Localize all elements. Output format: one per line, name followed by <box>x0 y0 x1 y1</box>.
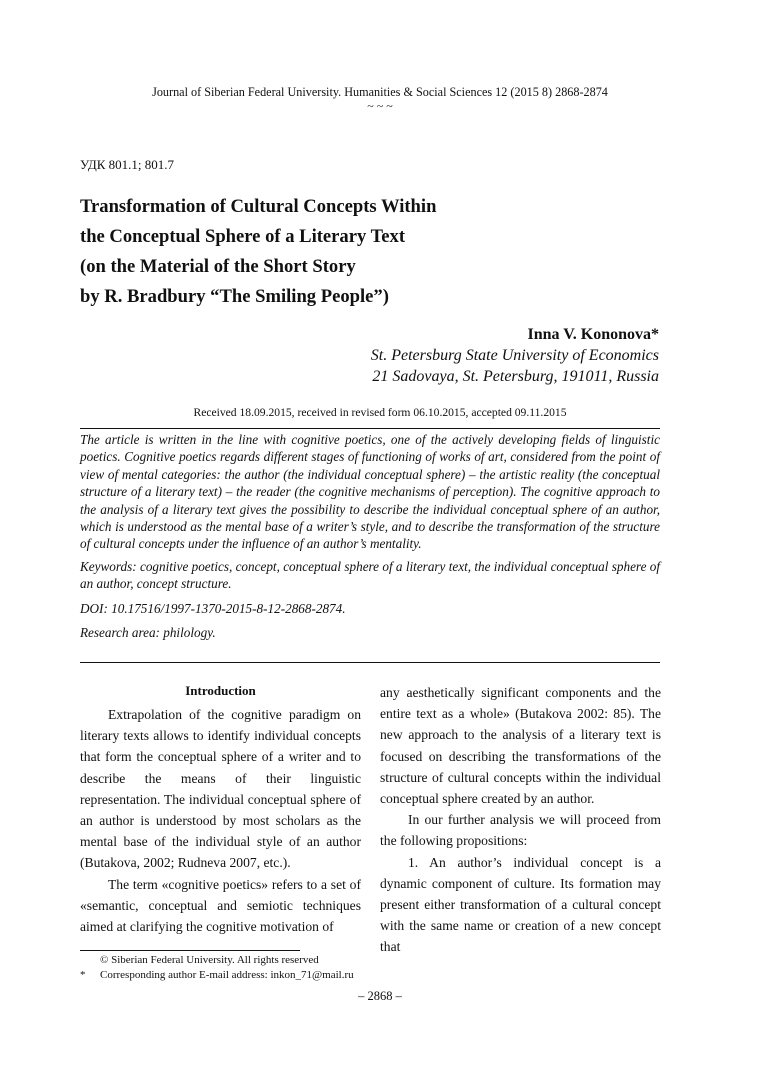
abstract-top-divider <box>80 428 660 429</box>
article-title <box>80 192 680 312</box>
research-area: Research area: philology. <box>80 625 216 641</box>
journal-header: Journal of Siberian Federal University. Humanities & Social Sciences 12 (2015 8) 2868-2874 <box>152 85 608 99</box>
body-paragraph-continued: any aesthetically significant components and the entire text as a whole» (Butakova 2002: 85). The new approach to the analysis of a literary text is focused on describing the transformations of the structure of cultural concepts within the individual conceptual sphere created by an author. <box>380 685 661 807</box>
right-column <box>380 682 661 958</box>
title-line: the Conceptual Sphere of a Literary Text <box>80 226 406 247</box>
footnotes <box>80 953 354 982</box>
abstract-block <box>80 431 660 641</box>
title-line: Transformation of Cultural Concepts Within <box>80 196 437 217</box>
author-name: Inna V. Kononova* <box>527 326 659 343</box>
title-line: by R. Bradbury “The Smiling People”) <box>80 286 389 307</box>
page-number: – 2868 – <box>358 989 402 1003</box>
author-block <box>371 324 659 387</box>
body-paragraph: The term «cognitive poetics» refers to a set of «semantic, conceptual and semiotic techniques aimed at clarifying the cognitive motivation of <box>80 876 361 935</box>
title-line: (on the Material of the Short Story <box>80 256 356 277</box>
footnote-divider <box>80 950 300 951</box>
author-address: 21 Sadovaya, St. Petersburg, 191011, Russia <box>372 368 659 385</box>
header-ornament: ~ ~ ~ <box>367 99 393 113</box>
footnote-corresponding-author <box>80 968 354 983</box>
udk-code: УДК 801.1; 801.7 <box>80 157 175 172</box>
doi-link[interactable]: DOI: 10.17516/1997-1370-2015-8-12-2868-2874. <box>80 600 346 616</box>
left-column <box>80 682 361 937</box>
abstract-text: The article is written in the line with cognitive poetics, one of the actively developing fields of linguistic poetics. Cognitive poetics regards different stages of functioning of works of art, considered from the point of view of mental categories: the author (the individual conceptual sphere) – the artistic reality (the conceptual structure of a literary text) – the reader (the cognitive mechanisms of perception). The cognitive approach to the analysis of a literary text gives the possibility to describe the individual conceptual sphere of an author, which is understood as the mental base of a writer’s style, and to describe the transformation of the structure of cultural concepts under the influence of an author’s mentality. <box>80 432 660 552</box>
section-heading-introduction: Introduction <box>185 683 256 698</box>
footnote-mark <box>80 953 100 968</box>
body-paragraph: In our further analysis we will proceed from the following propositions: <box>380 812 661 849</box>
footnote-text: © Siberian Federal University. All rights reserved <box>100 954 319 966</box>
body-paragraph: 1. An author’s individual concept is a dynamic component of culture. Its formation may present either transformation of a cultural concept with the same name or creation of a new concept that <box>380 854 661 955</box>
footnote-mark: * <box>80 968 86 981</box>
received-dates: Received 18.09.2015, received in revised form 06.10.2015, accepted 09.11.2015 <box>193 406 567 419</box>
footnote-copyright <box>80 953 354 968</box>
keywords: Keywords: cognitive poetics, concept, conceptual sphere of a literary text, the individual conceptual sphere of an author, concept structure. <box>80 558 660 592</box>
abstract-bottom-divider <box>80 662 660 663</box>
body-paragraph: Extrapolation of the cognitive paradigm on literary texts allows to identify individual concepts that form the conceptual sphere of a writer and to describe the means of their linguistic representation. The individual conceptual sphere of an author is understood by most scholars as the mental base of the individual style of an author (Butakova, 2002; Rudneva 2007, etc.). <box>80 707 361 871</box>
author-affiliation: St. Petersburg State University of Economics <box>370 347 659 364</box>
footnote-text: Corresponding author E-mail address: inkon_71@mail.ru <box>100 968 354 981</box>
